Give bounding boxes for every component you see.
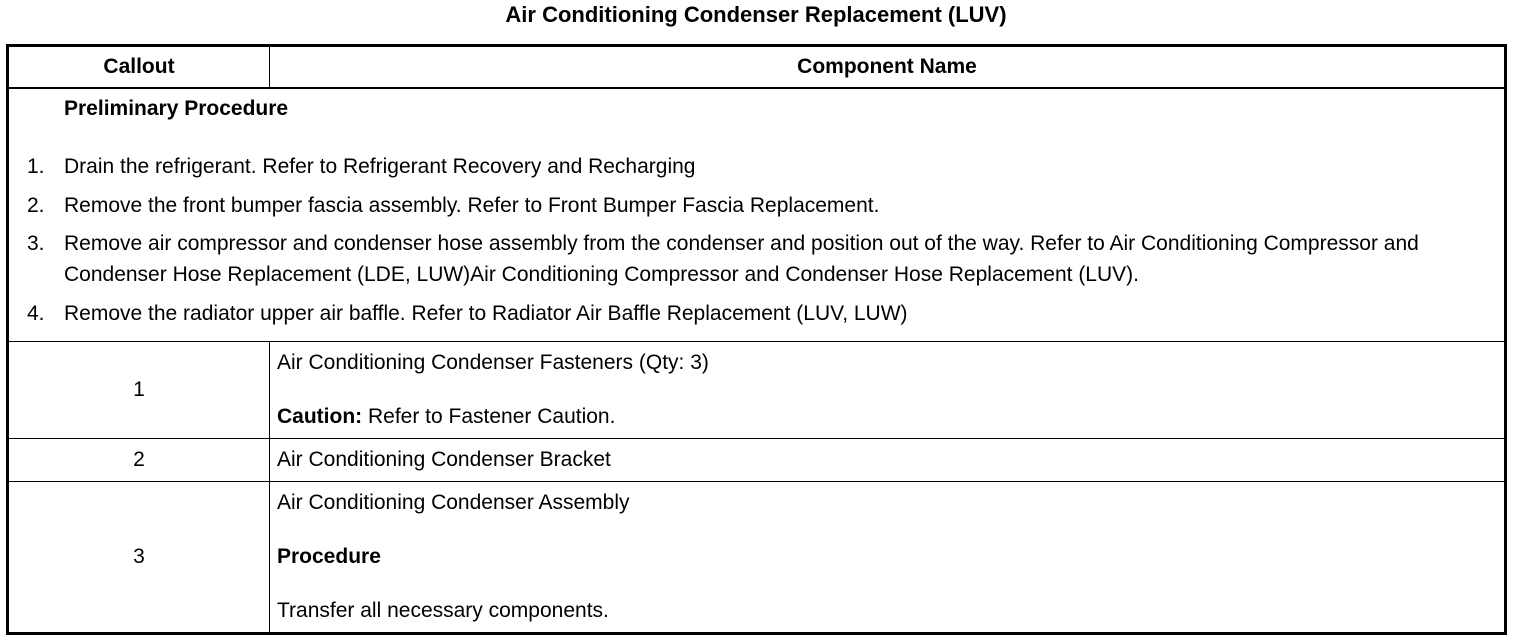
component-name: Air Conditioning Condenser Fasteners (Qty: 3)	[277, 351, 709, 374]
preliminary-procedure-cell	[8, 88, 1506, 342]
procedure-label: Procedure	[277, 545, 381, 568]
component-name: Air Conditioning Condenser Assembly	[277, 491, 630, 514]
callout-cell: 3	[8, 482, 270, 634]
caution-label: Caution:	[277, 405, 363, 428]
header-component-name: Component Name	[270, 46, 1506, 89]
preliminary-procedure-row	[8, 88, 1506, 342]
callout-cell: 2	[8, 439, 270, 482]
step-number: 2.	[27, 193, 45, 217]
header-callout: Callout	[8, 46, 270, 89]
page-title: Air Conditioning Condenser Replacement (LUV)	[505, 2, 1007, 27]
component-cell	[270, 342, 1506, 439]
list-item	[9, 151, 1504, 182]
list-item	[9, 190, 1504, 221]
component-cell: Air Conditioning Condenser Bracket	[270, 439, 1506, 482]
component-cell	[270, 482, 1506, 634]
table-header-row	[8, 46, 1506, 89]
step-text: Remove the radiator upper air baffle. Refer to Radiator Air Baffle Replacement (LUV, LUW)	[64, 301, 908, 325]
callout-cell: 1	[8, 342, 270, 439]
caution-text: Refer to Fastener Caution.	[362, 405, 616, 428]
step-number: 3.	[27, 232, 45, 255]
component-table	[6, 44, 1507, 635]
list-item	[9, 298, 1504, 329]
step-number: 1.	[27, 155, 45, 178]
table-row	[8, 439, 1506, 482]
step-text: Remove air compressor and condenser hose assembly from the condenser and position out of the way. Refer to Air Conditioning Compressor and Condenser Hose Replacement (LDE, LUW)Air Conditioning Compressor and Condenser Hose Replacement (LUV).	[64, 232, 1419, 286]
table-row	[8, 482, 1506, 634]
step-number: 4.	[27, 301, 45, 325]
step-text: Remove the front bumper fascia assembly. Refer to Front Bumper Fascia Replacement.	[64, 193, 880, 217]
caution-note	[277, 405, 1504, 429]
preliminary-heading: Preliminary Procedure	[64, 97, 289, 120]
preliminary-steps-list	[9, 151, 1504, 329]
procedure-text: Transfer all necessary components.	[277, 599, 609, 622]
step-text: Drain the refrigerant. Refer to Refrigerant Recovery and Recharging	[64, 155, 696, 178]
table-row	[8, 342, 1506, 439]
list-item	[9, 228, 1504, 290]
